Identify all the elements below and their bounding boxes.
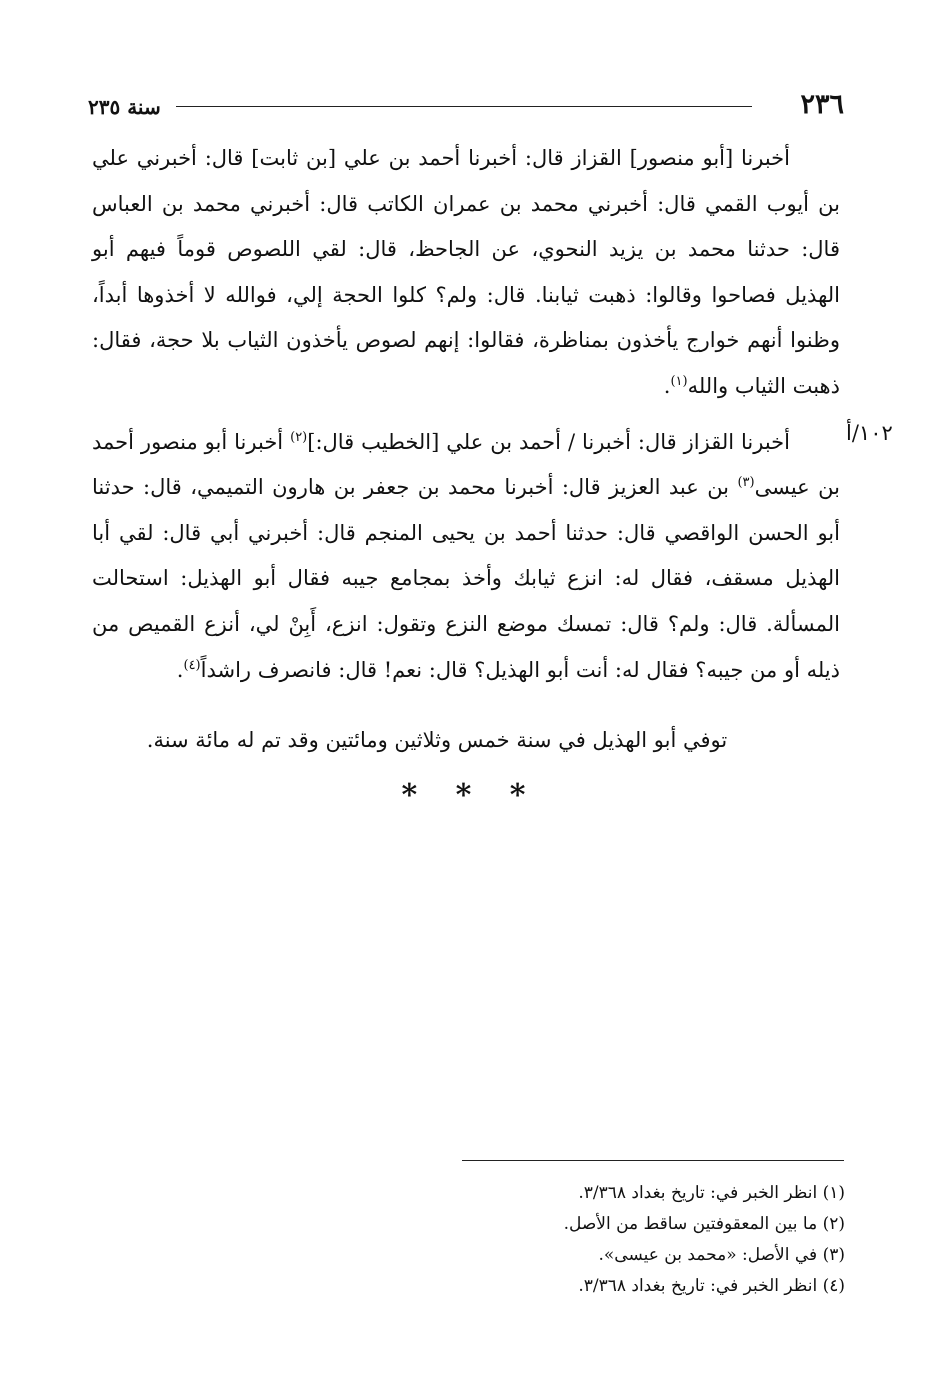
paragraph-2 [92, 420, 840, 694]
paragraph-2-text-a: أخبرنا القزاز قال: أخبرنا / أحمد بن علي [الخطيب قال:] [307, 429, 791, 454]
year-label: سنة ٢٣٥ [88, 95, 161, 119]
main-text [92, 136, 840, 693]
footnote-3: (٣) في الأصل: «محمد بن عيسى». [598, 1245, 845, 1265]
closing-line: توفي أبو الهذيل في سنة خمس وثلاثين ومائتين وقد تم له مائة سنة. [146, 728, 728, 752]
footnote-ref-3: (٣) [737, 475, 755, 491]
footnote-1: (١) انظر الخبر في: تاريخ بغداد ٣/٣٦٨. [578, 1183, 845, 1203]
paragraph-2-text-b: أخبرنا أبو منصور أحمد بن عيسى [92, 429, 840, 500]
footnote-2: (٢) ما بين المعقوفتين ساقط من الأصل. [563, 1214, 845, 1234]
paragraph-1-text: أخبرنا [أبو منصور] القزاز قال: أخبرنا أحمد بن علي [بن ثابت] قال: أخبرني علي بن أيوب القمي قال: أخبرني محمد بن عمران الكاتب قال: أخبرني محمد بن العباس قال: حدثنا محمد بن يزيد النحوي، عن الجاحظ، قال: لقي اللصوص قوماً فيهم أبو الهذيل فصاحوا وقالوا: ذهبت ثيابنا. قال: ولم؟ كلوا الحجة إلي، فوالله لا أخذوها أبداً، وظنوا أنهم خوارج يأخذون بمناظرة، فقالوا: إنهم لصوص يأخذون الثياب بلا حجة، فقال: ذهبت الثياب والله [92, 146, 840, 398]
header-rule [176, 106, 752, 107]
margin-folio-reference: ١٠٢/أ [846, 421, 893, 445]
section-separator: * * * [401, 778, 540, 813]
footnote-rule [462, 1160, 844, 1161]
footnotes [300, 1178, 845, 1302]
paragraph-2-text-c: بن عبد العزيز قال: أخبرنا محمد بن جعفر بن هارون التميمي، قال: حدثنا أبو الحسن الواقصي قال: حدثنا أحمد بن يحيى المنجم قال: أخبرني أبي قال: لقي أبا الهذيل مسقف، فقال له: انزع ثيابك وأخذ بمجامع جيبه فقال أبو الهذيل: استحالت المسألة. قال: ولم؟ قال: تمسك موضع النزع وتقول: انزع، أَبِنْ لي، أنزع القميص من ذيله أو من جيبه؟ فقال له: أنت أبو الهذيل؟ قال: نعم! قال: فانصرف راشداً [92, 475, 840, 682]
paragraph-1 [92, 136, 840, 410]
footnote-4: (٤) انظر الخبر في: تاريخ بغداد ٣/٣٦٨. [578, 1276, 845, 1296]
page-number: ٢٣٦ [800, 89, 844, 120]
paragraph-1-end: . [663, 373, 671, 398]
footnote-ref-4: (٤) [183, 657, 201, 673]
footnote-ref-1: (١) [670, 373, 688, 389]
paragraph-2-end: . [176, 657, 184, 682]
running-header [88, 88, 844, 124]
footnote-ref-2: (٢) [290, 429, 308, 445]
